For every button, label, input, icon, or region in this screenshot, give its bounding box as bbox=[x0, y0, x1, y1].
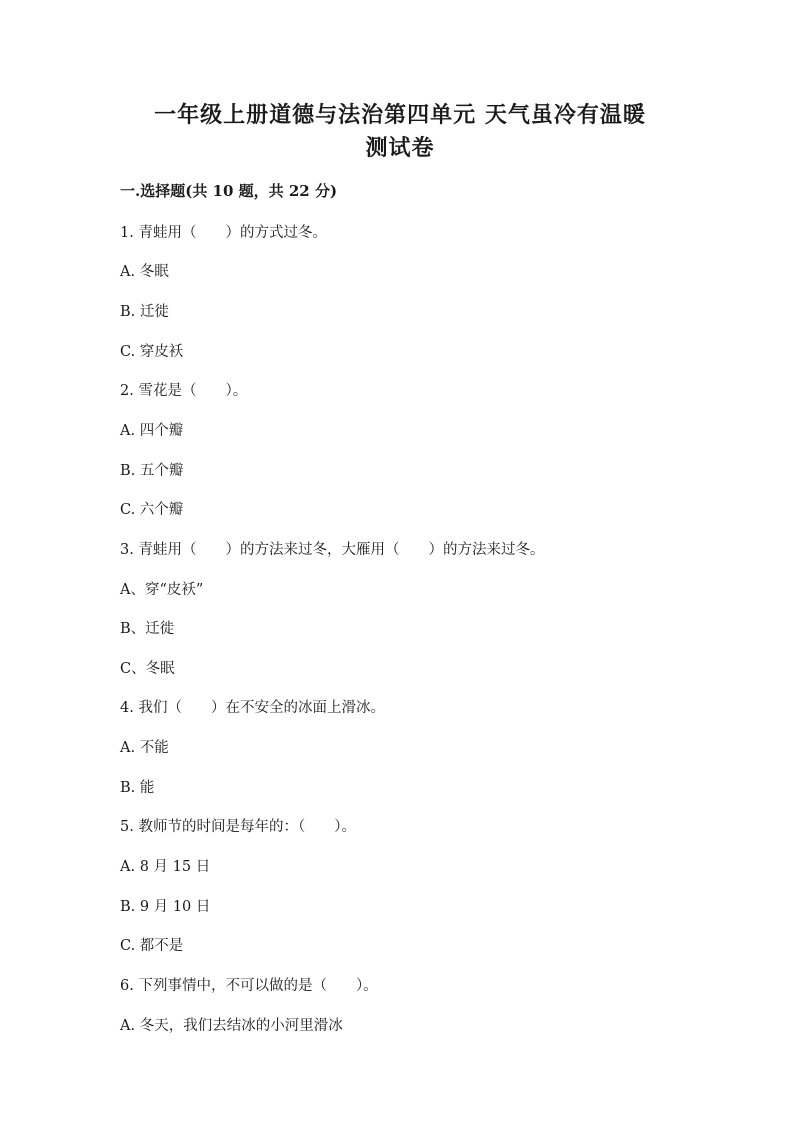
answer-option: A. 不能 bbox=[120, 740, 169, 756]
answer-option: A. 冬眠 bbox=[120, 264, 169, 280]
answer-option: A. 8 月 15 日 bbox=[120, 859, 211, 875]
question-stem: 1. 青蛙用（ ）的方式过冬。 bbox=[120, 225, 327, 241]
question-stem: 3. 青蛙用（ ）的方法来过冬，大雁用（ ）的方法来过冬。 bbox=[120, 542, 545, 558]
answer-option: B. 五个瓣 bbox=[120, 463, 184, 479]
question-stem: 5. 教师节的时间是每年的：（ ）。 bbox=[120, 819, 356, 835]
answer-option: A. 冬天，我们去结冰的小河里滑冰 bbox=[120, 1018, 343, 1034]
answer-option: B. 能 bbox=[120, 780, 155, 796]
section-heading: 一.选择题(共 10 题，共 22 分) bbox=[120, 182, 338, 200]
question-stem: 2. 雪花是（ ）。 bbox=[120, 383, 248, 399]
answer-option: C. 穿皮袄 bbox=[120, 344, 184, 360]
page-title-line2: 测试卷 bbox=[365, 135, 435, 161]
page-title: 一年级上册道德与法治第四单元 天气虽冷有温暖 bbox=[154, 102, 646, 128]
question-stem: 4. 我们（ ）在不安全的冰面上滑冰。 bbox=[120, 700, 385, 716]
answer-option: C. 六个瓣 bbox=[120, 502, 184, 518]
answer-option: B. 9 月 10 日 bbox=[120, 899, 211, 915]
answer-option: B、迁徙 bbox=[120, 621, 175, 637]
answer-option: A、穿“皮袄” bbox=[120, 582, 204, 598]
question-stem: 6. 下列事情中，不可以做的是（ ）。 bbox=[120, 978, 378, 994]
answer-option: B. 迁徙 bbox=[120, 304, 169, 320]
answer-option: C. 都不是 bbox=[120, 938, 184, 954]
answer-option: A. 四个瓣 bbox=[120, 423, 184, 439]
answer-option: C、冬眠 bbox=[120, 661, 175, 677]
